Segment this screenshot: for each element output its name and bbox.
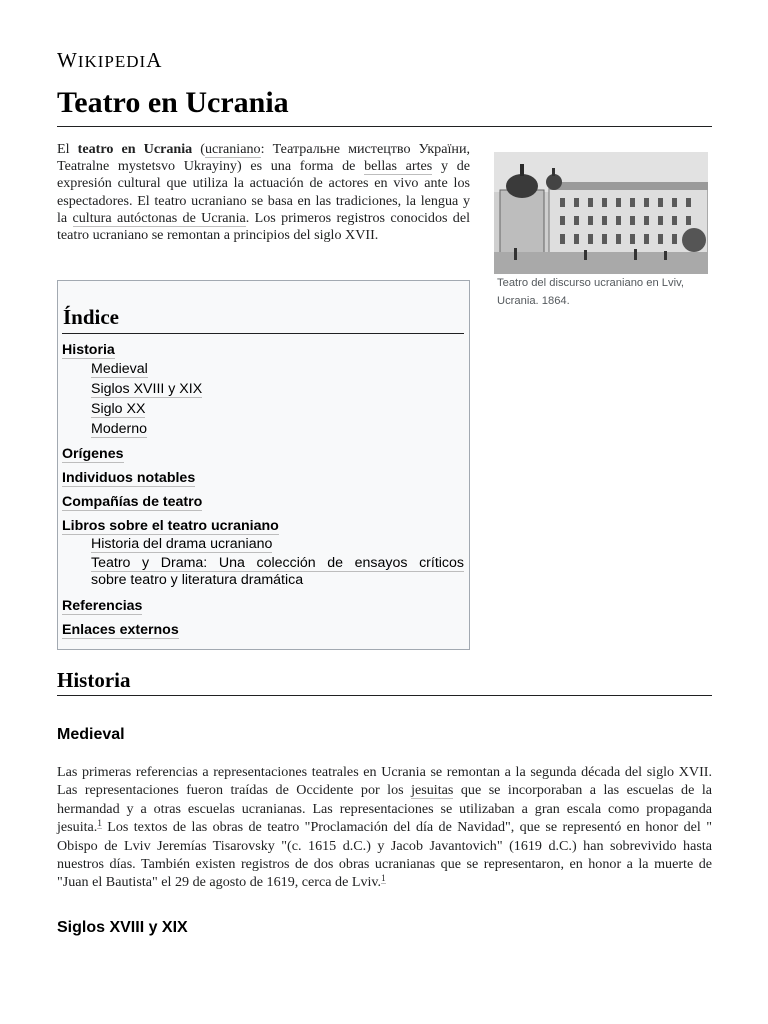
toc-label: Moderno [91, 421, 147, 437]
intro-paragraph [57, 141, 470, 244]
toc-label: Referencias [62, 598, 143, 614]
toc-label-line1 [91, 555, 464, 572]
intro-text: : Театральне мистецтво України, Teatralne mystetsvo Ukrayiny) es una forma de [57, 141, 471, 175]
toc-label: Compañías de teatro [62, 494, 203, 510]
section-rule [57, 695, 712, 696]
wordmark-end: A [146, 48, 163, 72]
toc-label: Historia [62, 342, 115, 358]
toc-label: Medieval [91, 361, 148, 377]
toc-label: Siglos XVIII y XIX [91, 381, 203, 397]
toc-label: Individuos notables [62, 470, 196, 486]
page-title: Teatro en Ucrania [57, 86, 289, 119]
toc-item-historia[interactable] [62, 342, 115, 358]
toc-item-libros[interactable] [62, 518, 279, 534]
toc-item-historia-drama[interactable] [91, 536, 272, 552]
toc-label-line2: sobre teatro y literatura dramática [91, 571, 304, 588]
link-ucraniano[interactable]: ucraniano [204, 141, 261, 157]
body-text: que se incorporaban a las escuelas de la hermandad y a otras escuelas ucranianas. Las representaciones se utilizaban a gran escala como propaganda jesuita. [57, 782, 712, 836]
toc-label: Historia del drama ucraniano [91, 536, 273, 552]
title-rule [57, 126, 712, 127]
toc-rule [62, 333, 464, 334]
body-text: Las primeras referencias a representaciones teatrales en Ucrania se remontan a la segunda década del siglo XVII. Las representaciones fueron traídas de Occidente por los [57, 764, 712, 799]
toc-label: Libros sobre el teatro ucraniano [62, 518, 279, 534]
toc-item-moderno[interactable] [91, 421, 147, 437]
link-bellas-artes[interactable]: bellas artes [364, 158, 433, 175]
toc-label: Enlaces externos [62, 622, 179, 638]
intro-text: . Los primeros registros conocidos del teatro ucraniano se remontan a principios del siglo XVII. [57, 209, 471, 244]
toc-item-siglo-xx[interactable] [91, 401, 145, 417]
toc-item-referencias[interactable] [62, 598, 142, 614]
toc-item-siglos-xviii-xix[interactable] [91, 381, 202, 397]
toc-item-medieval[interactable] [91, 361, 148, 377]
reference-link[interactable]: 1 [381, 872, 386, 883]
link-jesuitas[interactable]: jesuitas [411, 782, 454, 799]
subheading-siglos-xviii-xix: Siglos XVIII y XIX [57, 919, 188, 936]
link-cultura-ucrania[interactable]: cultura autóctonas de Ucrania [72, 209, 246, 226]
toc-item-individuos[interactable] [62, 470, 195, 486]
body-text: Los textos de las obras de teatro "Proclamación del día de Navidad", que se representó en honor del " Obispo de Lviv Jeremías Tisarovsky "(c. 1615 d.C.) y Jacob Javantovich" (1619 d.C.) han sobrevivido hasta nuestros días. También existen registros de dos obras ucranianas que se representaron, en honor a la muerte de "Juan el Bautista" el 29 de agosto de 1619, cerca de Lviv. [57, 819, 712, 891]
table-of-contents [57, 280, 470, 650]
toc-title: Índice [63, 305, 120, 329]
toc-label: Teatro y Drama: Una colección de ensayos críticos [91, 555, 464, 571]
toc-item-teatro-drama[interactable] [91, 555, 464, 588]
intro-text: y de expresión cultural que utiliza la actuación de actores en vivo ante los espectadores. El teatro ucraniano se basa en las tradiciones, la lengua y la [57, 158, 470, 226]
intro-text: ( [192, 141, 205, 157]
wordmark-cap: W [57, 48, 78, 72]
toc-item-origenes[interactable] [62, 446, 124, 462]
subheading-medieval: Medieval [57, 726, 125, 743]
reference-link[interactable]: 1 [97, 817, 102, 828]
medieval-paragraph [57, 763, 712, 892]
toc-item-enlaces[interactable] [62, 622, 179, 638]
toc-label: Orígenes [62, 446, 124, 462]
toc-item-companias[interactable] [62, 494, 202, 510]
wordmark-smallcaps: IKIPEDI [77, 52, 147, 71]
photo-caption: Teatro del discurso ucraniano en Lviv, Ucrania. 1864. [497, 277, 684, 307]
intro-text: El [57, 141, 78, 157]
toc-label: Siglo XX [91, 401, 146, 417]
theatre-photo[interactable] [494, 152, 708, 274]
section-heading-historia: Historia [57, 668, 131, 692]
wikipedia-wordmark[interactable] [57, 48, 162, 73]
intro-bold-term: teatro en Ucrania [77, 141, 193, 157]
